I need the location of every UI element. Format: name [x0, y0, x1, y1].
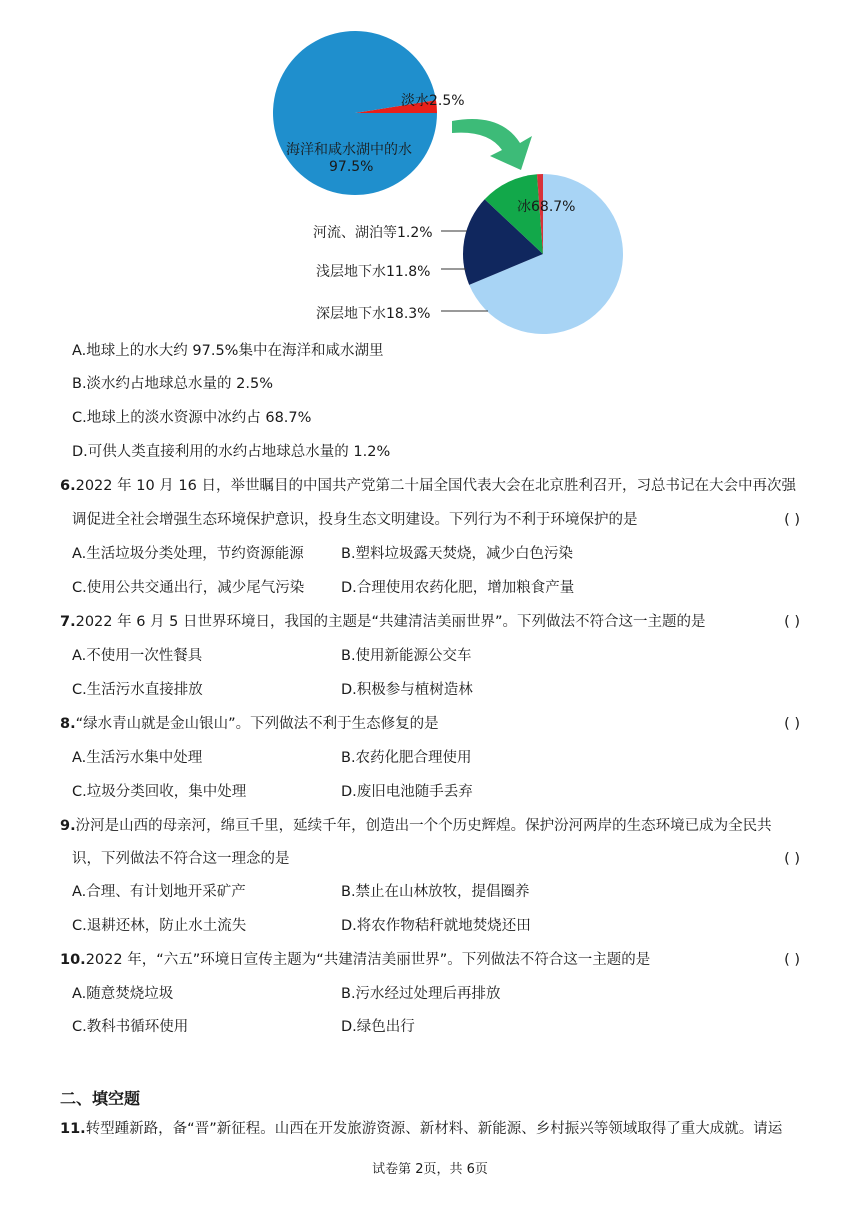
label-ice: 冰68.7% — [517, 199, 576, 215]
q10-number: 10. — [60, 952, 86, 968]
q9-stem-line1: 9.汾河是山西的母亲河，绵亘千里，延续千年，创造出一个个历史辉煌。保护汾河两岸的生态环境已成为全民共 — [60, 818, 772, 834]
q7-option-d: D.积极参与植树造林 — [341, 682, 473, 698]
q9-option-d: D.将农作物秸秆就地焚烧还田 — [341, 918, 531, 934]
label-shallow-groundwater: 浅层地下水11.8% — [316, 264, 431, 280]
q9-option-c: C.退耕还林，防止水土流失 — [72, 918, 247, 934]
q5-option-c: C.地球上的淡水资源中冰约占 68.7% — [72, 410, 312, 426]
q7-number: 7. — [60, 614, 76, 630]
q7-stem-line1: 7.2022 年 6 月 5 日世界环境日，我国的主题是“共建清洁美丽世界”。下列做法不符合这一主题的是 — [60, 614, 706, 630]
q6-answer-bracket: ( ) — [784, 512, 800, 528]
section-title-fill-in: 二、填空题 — [60, 1089, 141, 1108]
q8-option-b: B.农药化肥合理使用 — [341, 750, 472, 766]
q10-option-a: A.随意焚烧垃圾 — [72, 986, 174, 1002]
q8-stem-line1: 8.“绿水青山就是金山银山”。下列做法不利于生态修复的是 — [60, 716, 439, 732]
q9-option-a: A.合理、有计划地开采矿产 — [72, 884, 246, 900]
q6-option-b: B.塑料垃圾露天焚烧，减少白色污染 — [341, 546, 574, 562]
q7-option-c: C.生活污水直接排放 — [72, 682, 203, 698]
q10-answer-bracket: ( ) — [784, 952, 800, 968]
label-ocean-line1: 海洋和咸水湖中的水 — [286, 142, 412, 158]
green-arrow-icon — [452, 119, 532, 170]
q8-answer-bracket: ( ) — [784, 716, 800, 732]
pie-charts-figure — [0, 0, 860, 345]
q10-stem-line1: 10.2022 年，“六五”环境日宣传主题为“共建清洁美丽世界”。下列做法不符合这一主题的是 — [60, 952, 651, 968]
q5-option-b: B.淡水约占地球总水量的 2.5% — [72, 376, 274, 392]
q9-option-b: B.禁止在山林放牧，提倡圈养 — [341, 884, 530, 900]
q5-option-d: D.可供人类直接利用的水约占地球总水量的 1.2% — [72, 444, 391, 460]
q6-stem-line2: 调促进全社会增强生态环境保护意识，投身生态文明建设。下列行为不利于环境保护的是 — [72, 512, 638, 528]
q8-option-c: C.垃圾分类回收，集中处理 — [72, 784, 247, 800]
q8-option-a: A.生活污水集中处理 — [72, 750, 203, 766]
q6-stem-line1: 6.2022 年 10 月 16 日，举世瞩目的中国共产党第二十届全国代表大会在北京胜利召开，习总书记在大会中再次强 — [60, 478, 796, 494]
q10-option-d: D.绿色出行 — [341, 1019, 415, 1035]
q7-answer-bracket: ( ) — [784, 614, 800, 630]
label-ocean-line2: 97.5% — [329, 159, 374, 175]
label-freshwater: 淡水2.5% — [401, 93, 465, 109]
q6-option-c: C.使用公共交通出行，减少尾气污染 — [72, 580, 305, 596]
page-footer: 试卷第 2页，共 6页 — [372, 1162, 488, 1177]
q6-option-d: D.合理使用农药化肥，增加粮食产量 — [341, 580, 575, 596]
q8-number: 8. — [60, 716, 76, 732]
label-river-lake: 河流、湖泊等1.2% — [313, 225, 433, 241]
q7-option-b: B.使用新能源公交车 — [341, 648, 472, 664]
q9-number: 9. — [60, 818, 76, 834]
label-deep-groundwater: 深层地下水18.3% — [316, 306, 431, 322]
q6-option-a: A.生活垃圾分类处理，节约资源能源 — [72, 546, 304, 562]
q5-option-a: A.地球上的水大约 97.5%集中在海洋和咸水湖里 — [72, 343, 384, 359]
q10-option-c: C.教科书循环使用 — [72, 1019, 189, 1035]
q11-stem-line1: 11.转型踵新路，备“晋”新征程。山西在开发旅游资源、新材料、新能源、乡村振兴等领域取得了重大成就。请运 — [60, 1121, 783, 1137]
q8-option-d: D.废旧电池随手丢弃 — [341, 784, 473, 800]
q6-number: 6. — [60, 478, 76, 494]
q7-option-a: A.不使用一次性餐具 — [72, 648, 203, 664]
q9-answer-bracket: ( ) — [784, 851, 800, 867]
q11-number: 11. — [60, 1121, 86, 1137]
q9-stem-line2: 识，下列做法不符合这一理念的是 — [72, 851, 290, 867]
q10-option-b: B.污水经过处理后再排放 — [341, 986, 501, 1002]
